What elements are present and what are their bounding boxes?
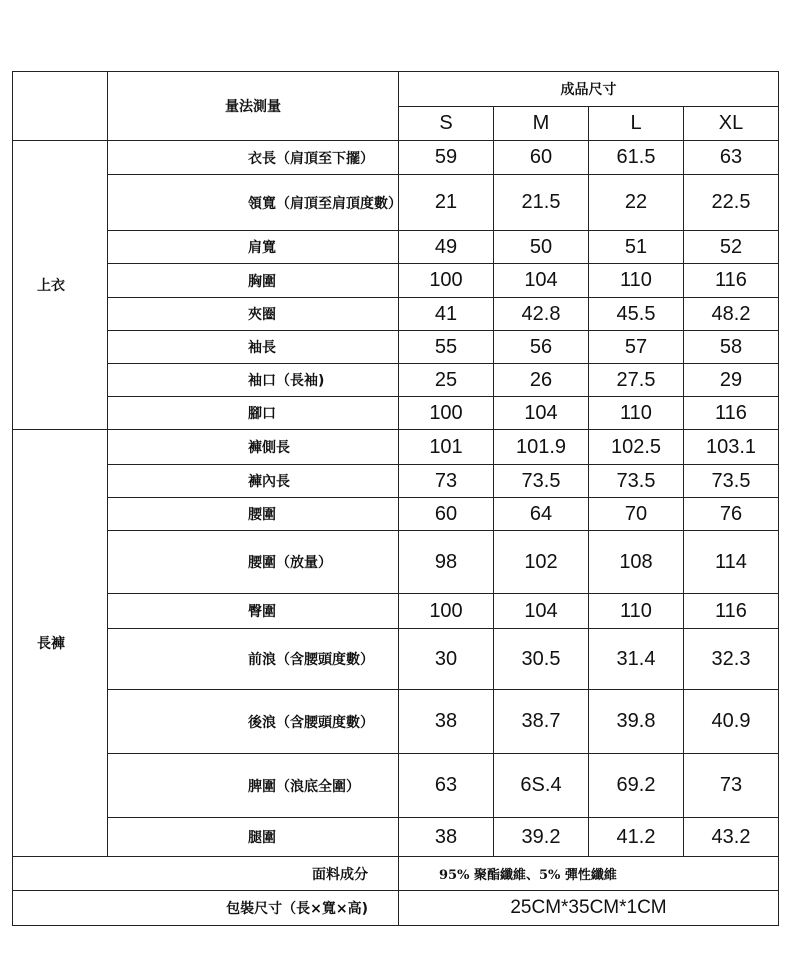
size-value-cell: 38	[399, 818, 494, 857]
size-value-cell: 27.5	[589, 364, 684, 397]
size-value-cell: 104	[494, 397, 589, 430]
size-value-cell: 73.5	[684, 465, 779, 498]
size-value-cell: 52	[684, 231, 779, 264]
size-value-cell: 38.7	[494, 690, 589, 754]
size-value-cell: 21	[399, 175, 494, 231]
size-value-cell: 108	[589, 531, 684, 594]
size-value-cell: 100	[399, 594, 494, 629]
size-value-cell: 101	[399, 430, 494, 465]
size-value-cell: 110	[589, 397, 684, 430]
size-value-cell: 45.5	[589, 298, 684, 331]
measurement-label: 腳口	[108, 397, 399, 430]
measurement-row	[13, 141, 779, 175]
size-value-cell: 50	[494, 231, 589, 264]
measurement-row	[13, 430, 779, 465]
size-chart-table	[12, 71, 779, 926]
measurement-row	[13, 690, 779, 754]
measurement-row	[13, 331, 779, 364]
size-value-cell: 59	[399, 141, 494, 175]
size-value-cell: 73.5	[494, 465, 589, 498]
size-value-cell: 6S.4	[494, 754, 589, 818]
size-value-cell: 116	[684, 264, 779, 298]
measurement-label: 脾圍（浪底全圍）	[108, 754, 399, 818]
measurement-label: 袖口（長袖)	[108, 364, 399, 397]
measure-method-header: 量法測量	[108, 72, 399, 141]
size-value-cell: 49	[399, 231, 494, 264]
size-value-cell: 100	[399, 264, 494, 298]
size-value-cell: 51	[589, 231, 684, 264]
measurement-label: 褲內長	[108, 465, 399, 498]
measurement-label: 胸圍	[108, 264, 399, 298]
size-value-cell: 64	[494, 498, 589, 531]
header-blank-cell	[13, 72, 108, 141]
size-value-cell: 104	[494, 594, 589, 629]
measurement-row	[13, 594, 779, 629]
measurement-label: 臀圍	[108, 594, 399, 629]
size-value-cell: 55	[399, 331, 494, 364]
size-value-cell: 43.2	[684, 818, 779, 857]
fabric-label: 面料成分	[13, 857, 399, 891]
size-value-cell: 73	[684, 754, 779, 818]
package-row	[13, 891, 779, 926]
measurement-label: 前浪（含腰頭度數）	[108, 629, 399, 690]
size-value-cell: 21.5	[494, 175, 589, 231]
measurement-row	[13, 629, 779, 690]
size-value-cell: 32.3	[684, 629, 779, 690]
measurement-label: 腿圍	[108, 818, 399, 857]
measurement-row	[13, 754, 779, 818]
size-value-cell: 30.5	[494, 629, 589, 690]
measurement-label: 腰圍	[108, 498, 399, 531]
size-value-cell: 102.5	[589, 430, 684, 465]
size-value-cell: 103.1	[684, 430, 779, 465]
fabric-value: 95% 聚酯纖維、5% 彈性纖維	[399, 857, 779, 891]
size-value-cell: 63	[399, 754, 494, 818]
size-value-cell: 76	[684, 498, 779, 531]
size-value-cell: 100	[399, 397, 494, 430]
size-value-cell: 110	[589, 264, 684, 298]
measurement-row	[13, 498, 779, 531]
size-value-cell: 39.2	[494, 818, 589, 857]
header-row-1	[13, 72, 779, 107]
measurement-label: 衣長（肩頂至下擺）	[108, 141, 399, 175]
size-value-cell: 60	[494, 141, 589, 175]
size-value-cell: 69.2	[589, 754, 684, 818]
size-xl-header: XL	[684, 107, 779, 141]
size-value-cell: 22	[589, 175, 684, 231]
size-value-cell: 58	[684, 331, 779, 364]
measurement-row	[13, 465, 779, 498]
measurement-label: 夾圈	[108, 298, 399, 331]
size-value-cell: 29	[684, 364, 779, 397]
size-value-cell: 61.5	[589, 141, 684, 175]
size-m-header: M	[494, 107, 589, 141]
size-value-cell: 101.9	[494, 430, 589, 465]
size-value-cell: 116	[684, 397, 779, 430]
size-value-cell: 38	[399, 690, 494, 754]
size-value-cell: 48.2	[684, 298, 779, 331]
measurement-row	[13, 397, 779, 430]
finished-size-header: 成品尺寸	[399, 72, 779, 107]
size-s-header: S	[399, 107, 494, 141]
size-value-cell: 60	[399, 498, 494, 531]
measurement-label: 腰圍（放量）	[108, 531, 399, 594]
size-value-cell: 30	[399, 629, 494, 690]
size-value-cell: 22.5	[684, 175, 779, 231]
measurement-row	[13, 231, 779, 264]
measurement-row	[13, 531, 779, 594]
size-value-cell: 57	[589, 331, 684, 364]
size-value-cell: 104	[494, 264, 589, 298]
size-value-cell: 102	[494, 531, 589, 594]
category-cell: 上衣	[13, 141, 108, 430]
measurement-row	[13, 364, 779, 397]
measurement-row	[13, 264, 779, 298]
package-size-value: 25CM*35CM*1CM	[399, 891, 779, 926]
size-value-cell: 63	[684, 141, 779, 175]
fabric-row	[13, 857, 779, 891]
size-value-cell: 42.8	[494, 298, 589, 331]
measurement-row	[13, 175, 779, 231]
size-value-cell: 26	[494, 364, 589, 397]
size-value-cell: 98	[399, 531, 494, 594]
size-value-cell: 114	[684, 531, 779, 594]
size-l-header: L	[589, 107, 684, 141]
size-value-cell: 41.2	[589, 818, 684, 857]
category-cell: 長褲	[13, 430, 108, 857]
package-size-label: 包裝尺寸（長×寬×高)	[13, 891, 399, 926]
measurement-label: 袖長	[108, 331, 399, 364]
size-value-cell: 39.8	[589, 690, 684, 754]
size-value-cell: 56	[494, 331, 589, 364]
measurement-label: 肩寬	[108, 231, 399, 264]
size-value-cell: 110	[589, 594, 684, 629]
size-value-cell: 40.9	[684, 690, 779, 754]
measurement-label: 領寬（肩頂至肩頂度數）	[108, 175, 399, 231]
size-value-cell: 73	[399, 465, 494, 498]
size-value-cell: 41	[399, 298, 494, 331]
measurement-row	[13, 818, 779, 857]
size-value-cell: 73.5	[589, 465, 684, 498]
measurement-label: 褲側長	[108, 430, 399, 465]
size-value-cell: 25	[399, 364, 494, 397]
size-value-cell: 31.4	[589, 629, 684, 690]
measurement-row	[13, 298, 779, 331]
size-value-cell: 70	[589, 498, 684, 531]
measurement-label: 後浪（含腰頭度數）	[108, 690, 399, 754]
size-value-cell: 116	[684, 594, 779, 629]
